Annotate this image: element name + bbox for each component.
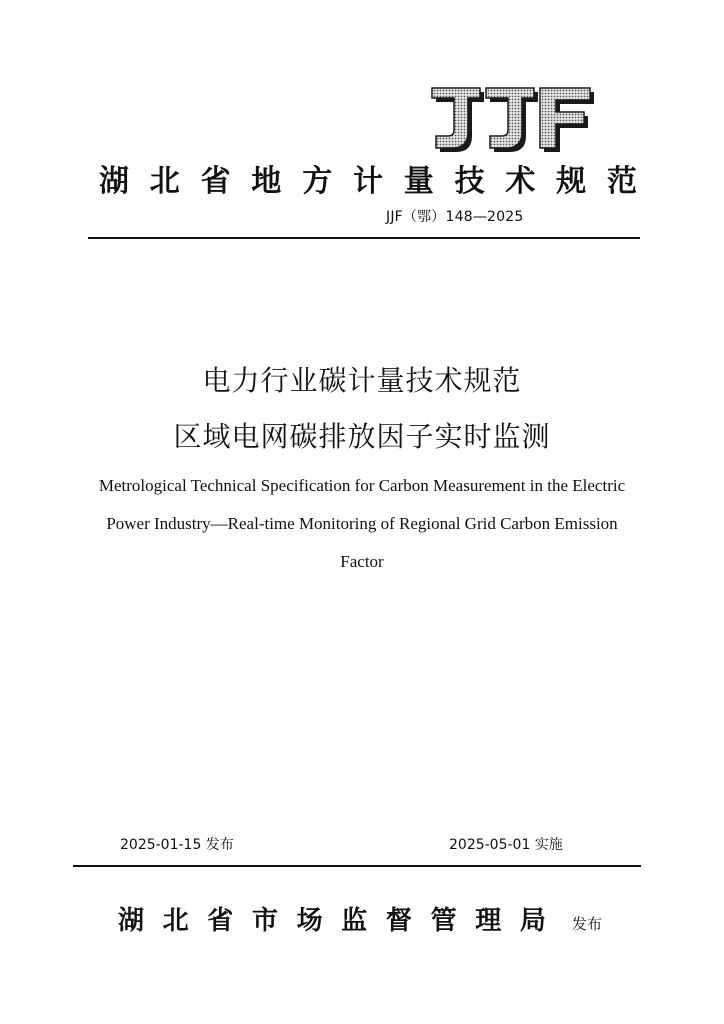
english-title-line-2: Power Industry—Real-time Monitoring of Regional Grid Carbon Emission [106,514,618,533]
top-divider [88,237,640,239]
issuer-char: 管 [430,906,457,936]
title-char: 省 [200,164,231,199]
issuer-char: 监 [341,906,368,936]
title-char: 北 [149,164,180,199]
chinese-title-line-2: 区域电网碳排放因子实时监测 [173,420,551,453]
issuer-char: 督 [385,906,412,936]
title-char: 地 [251,164,282,199]
issuer-char: 省 [207,906,234,936]
title-char: 规 [556,164,587,199]
chinese-title-line-1: 电力行业碳计量技术规范 [202,364,522,397]
issuer-char: 北 [162,906,189,936]
issue-date: 2025-01-15 发布 [120,837,234,853]
english-title-line-3: Factor [340,552,384,571]
bottom-divider [73,865,641,867]
issuer-char: 湖 [117,906,144,936]
implementation-date: 2025-05-01 实施 [449,837,563,853]
issuer-char: 场 [296,906,323,936]
jjf-logo [430,86,596,156]
title-char: 技 [454,164,485,199]
issuer-action: 发布 [572,915,603,933]
title-char: 湖 [99,164,129,199]
title-char: 范 [606,164,637,199]
issuer-char: 局 [519,906,546,936]
title-char: 方 [302,164,333,199]
standard-category-title [98,162,638,202]
english-title-line-1: Metrological Technical Specification for Carbon Measurement in the Electric [98,476,626,495]
title-char: 量 [403,164,434,199]
issuer-char: 市 [251,906,278,936]
issuing-authority [116,903,548,939]
issuer-char: 理 [475,906,502,936]
document-number: JJF（鄂）148—2025 [386,209,524,225]
title-char: 术 [505,164,536,199]
title-char: 计 [352,164,383,199]
